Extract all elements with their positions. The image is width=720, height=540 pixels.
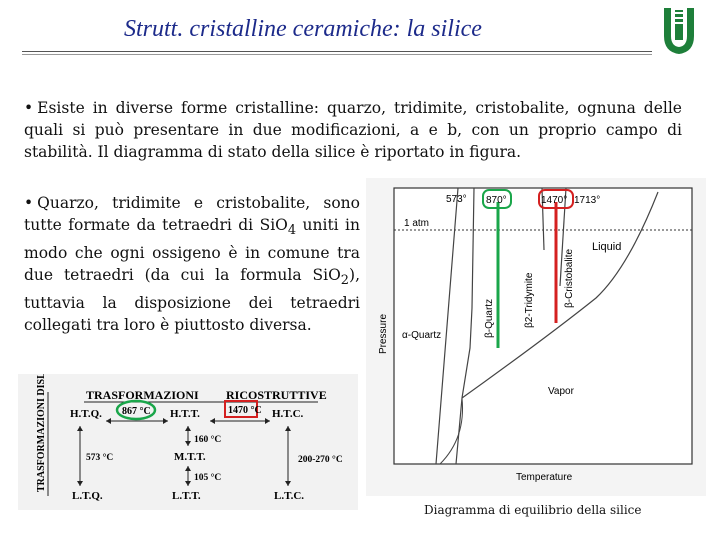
bullet-dot: • [24,99,34,117]
beta-quartz-label: β-Quartz [484,298,495,338]
temp-1470: 1470° [541,195,568,206]
side-label: TRASFORMAZIONI DISLOCATIVE [36,374,47,492]
alpha-quartz-label: α-Quartz [402,330,442,341]
figure-caption: Diagramma di equilibrio della silice [424,503,642,517]
bullet-dot: • [24,194,34,212]
header-left: TRASFORMAZIONI [86,388,199,402]
title-underline [22,51,652,52]
temp-105: 105 °C [194,473,222,483]
tridymite-label: β2-Tridymite [524,272,535,328]
y-axis-label: Pressure [378,313,389,354]
temp-160: 160 °C [194,435,222,445]
htq-label: H.T.Q. [70,408,102,420]
ltt-label: L.T.T. [172,490,201,502]
htc-label: H.T.C. [272,408,304,420]
subscript: 2 [340,273,350,289]
cristobalite-label: β-Cristobalite [564,248,575,308]
temp-200-270: 200-270 °C [298,455,343,465]
htt-label: H.T.T. [170,408,200,420]
ltc-label: L.T.C. [274,490,305,502]
bullet-forms [24,97,682,163]
bullet-structure-text: Quarzo, tridimite e cristobalite, sono tutte formate da tetraedri di SiO$_4$ uniti in modo che ogni ossigeno è in comune tra due tetraedri (da cui la formula SiO$_2$), tuttavia la disposizione dei tetraedri collegati tra loro è piuttosto diversa. [24,194,360,335]
bullet-structure [24,192,360,336]
vapor-label: Vapor [548,386,574,397]
temp-1470: 1470 °C [228,405,262,416]
temp-870: 870° [486,195,507,206]
mtt-label: M.T.T. [174,451,206,463]
bullet-forms-text: Esiste in diverse forme cristalline: quarzo, tridimite, cristobalite, ognuna delle quali si può presentare in due modificazioni, a e b, con un proprio campo di stabilità. Il diagramma di stato della silice è riportato in figura. [24,99,682,161]
temp-1713: 1713° [574,195,601,206]
transformations-diagram [18,374,358,510]
slide-title: Strutt. cristalline ceramiche: la silice [124,16,482,42]
x-axis-label: Temperature [516,472,573,483]
liquid-label: Liquid [592,241,622,253]
temp-867: 867 °C [122,406,151,417]
temp-573: 573 °C [86,453,114,463]
atm-label: 1 atm [404,218,430,229]
subscript: 4 [287,223,297,239]
header-right: RICOSTRUTTIVE [226,388,327,402]
ltq-label: L.T.Q. [72,490,103,502]
temp-573: 573° [446,194,467,205]
university-logo-icon [660,6,698,56]
phase-diagram [366,178,706,496]
title-underline-secondary [22,54,652,55]
